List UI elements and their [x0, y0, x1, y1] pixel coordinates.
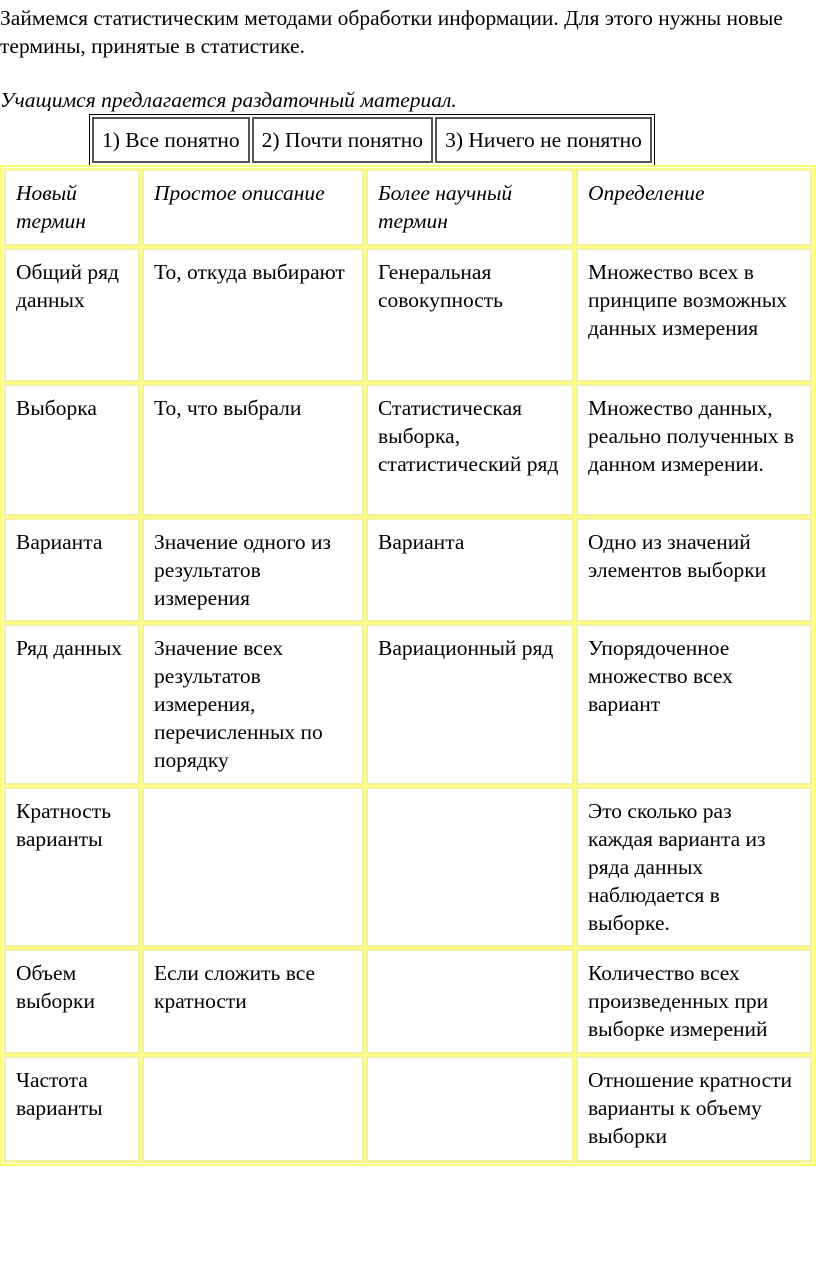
table-row	[4, 384, 812, 516]
intro-text: Займемся статистическим методами обработки информации. Для этого нужны новые термины, принятые в статистике.	[0, 6, 783, 58]
table-cell: Отношение кратности варианты к объему выборки	[576, 1056, 812, 1162]
table-row	[4, 248, 812, 382]
table-cell: Генеральная совокупность	[366, 248, 574, 382]
table-row	[4, 518, 812, 622]
table-cell: Статистическая выборка, статистический ряд	[366, 384, 574, 516]
option-3: 3) Ничего не понятно	[435, 117, 652, 163]
table-row	[4, 1056, 812, 1162]
table-cell	[142, 787, 364, 947]
table-cell: Множество данных, реально полученных в данном измерении.	[576, 384, 812, 516]
table-cell: Одно из значений элементов выборки	[576, 518, 812, 622]
table-cell: Выборка	[4, 384, 140, 516]
header-cell: Простое описание	[142, 169, 364, 246]
table-cell: Вариационный ряд	[366, 624, 574, 785]
table-cell: То, что выбрали	[142, 384, 364, 516]
option-1: 1) Все понятно	[92, 117, 250, 163]
terms-table	[0, 165, 816, 1166]
table-cell: Ряд данных	[4, 624, 140, 785]
table-cell	[366, 949, 574, 1054]
table-cell: Варианта	[4, 518, 140, 622]
table-row	[4, 624, 812, 785]
table-row	[4, 949, 812, 1054]
table-cell: Общий ряд данных	[4, 248, 140, 382]
table-cell: Варианта	[366, 518, 574, 622]
table-cell: Это сколько раз каждая варианта из ряда данных наблюдается в выборке.	[576, 787, 812, 947]
table-cell: Количество всех произведенных при выборке измерений	[576, 949, 812, 1054]
table-row	[4, 787, 812, 947]
header-row	[4, 169, 812, 246]
table-cell: Кратность варианты	[4, 787, 140, 947]
table-cell: Значение одного из результатов измерения	[142, 518, 364, 622]
table-cell: Упорядоченное множество всех вариант	[576, 624, 812, 785]
table-cell	[366, 1056, 574, 1162]
table-cell: Множество всех в принципе возможных данных измерения	[576, 248, 812, 382]
header-cell: Определение	[576, 169, 812, 246]
table-cell: Если сложить все кратности	[142, 949, 364, 1054]
understanding-options	[89, 114, 655, 166]
table-cell	[142, 1056, 364, 1162]
header-cell: Более научный термин	[366, 169, 574, 246]
table-cell: Объем выборки	[4, 949, 140, 1054]
handout-text: Учащимся предлагается раздаточный материал.	[0, 88, 457, 112]
table-cell: Частота варианты	[4, 1056, 140, 1162]
option-2: 2) Почти понятно	[252, 117, 433, 163]
table-cell	[366, 787, 574, 947]
table-cell: То, откуда выбирают	[142, 248, 364, 382]
table-cell: Значение всех результатов измерения, перечисленных по порядку	[142, 624, 364, 785]
header-cell: Новый термин	[4, 169, 140, 246]
